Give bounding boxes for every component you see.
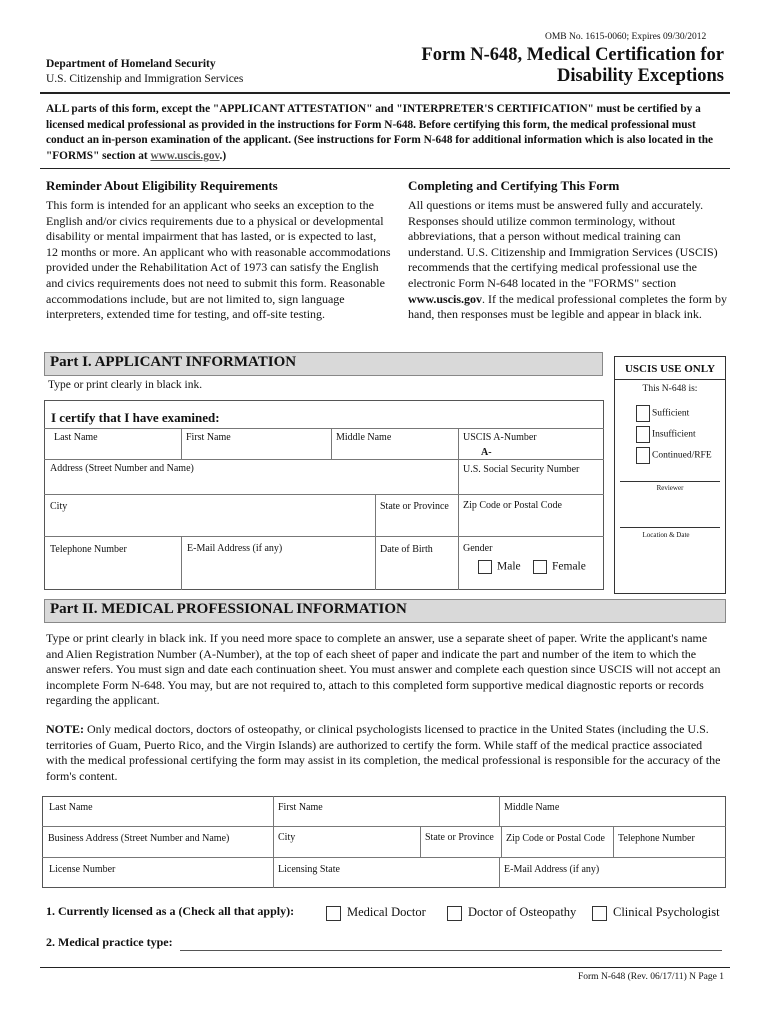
- medical-doctor-label: Medical Doctor: [347, 905, 426, 919]
- doctor-zip-field[interactable]: Zip Code or Postal Code: [506, 833, 605, 844]
- a-number-prefix: A-: [481, 447, 492, 458]
- doctor-phone-field[interactable]: Telephone Number: [618, 833, 695, 844]
- form-title-line2: Disability Exceptions: [556, 66, 724, 86]
- applicant-middle-name-field[interactable]: Middle Name: [336, 432, 392, 443]
- p1-col-line: [181, 536, 182, 590]
- uscis-title-line: [614, 379, 726, 380]
- applicant-last-name-field[interactable]: Last Name: [54, 432, 98, 443]
- p2-col-line: [613, 826, 614, 857]
- p1-col-line: [458, 428, 459, 590]
- completing-text-end: . If the medical professional completes the form by hand, then responses must be legible and appear in black ink.: [408, 291, 727, 322]
- insufficient-option[interactable]: [636, 426, 696, 443]
- p2-col-line: [499, 857, 500, 888]
- q1-label: 1. Currently licensed as a (Check all that apply):: [46, 904, 295, 918]
- certify-heading: I certify that I have examined:: [51, 410, 220, 425]
- applicant-dob-field[interactable]: Date of Birth: [380, 544, 433, 555]
- part2-note: [46, 722, 726, 784]
- applicant-city-field[interactable]: City: [50, 501, 68, 512]
- note-label: NOTE:: [46, 722, 85, 736]
- intro-paragraph: [46, 102, 726, 165]
- opt-doctor-of-osteopathy[interactable]: [447, 905, 576, 921]
- continued-option[interactable]: [636, 447, 712, 464]
- applicant-phone-field[interactable]: Telephone Number: [50, 544, 127, 555]
- uscis-use-subtitle: This N-648 is:: [642, 384, 698, 394]
- location-line: [620, 527, 720, 528]
- psychologist-checkbox[interactable]: [592, 906, 607, 921]
- opt-medical-doctor[interactable]: [326, 905, 426, 921]
- p2-col-line: [501, 826, 502, 857]
- applicant-ssn-field[interactable]: U.S. Social Security Number: [463, 464, 580, 475]
- p1-row-line: [44, 536, 604, 537]
- department-name: Department of Homeland Security: [46, 58, 216, 70]
- uscis-use-title: USCIS USE ONLY: [624, 363, 716, 375]
- doctor-email-field[interactable]: E-Mail Address (if any): [504, 864, 600, 875]
- applicant-first-name-field[interactable]: First Name: [186, 432, 231, 443]
- p2-col-line: [499, 796, 500, 827]
- gender-label: Gender: [463, 543, 493, 554]
- footer-text: Form N-648 (Rev. 06/17/11) N Page 1: [577, 972, 724, 982]
- p1-col-line: [331, 428, 332, 459]
- part1-title: Part I. APPLICANT INFORMATION: [50, 354, 297, 370]
- opt-clinical-psychologist[interactable]: [592, 905, 720, 921]
- completing-body: [408, 198, 728, 323]
- reminder-body: This form is intended for an applicant who seeks an exception to the English and/or civics requirements due to a physical or developmental disability or mental impairment that has lasted, or is expected to last, 12 months or more. An applicant who with reasonable accommodations provided under the Rehabilitation Act of 1973 can satisfy the English and civics requirements does not need to submit this form. Reasonable accommodations include, but are not limited to, sign language interpreters, extended time for testing, and off-site testing.: [46, 198, 391, 322]
- medical-doctor-checkbox[interactable]: [326, 906, 341, 921]
- applicant-address-field[interactable]: Address (Street Number and Name): [50, 463, 194, 474]
- part1-header: [44, 352, 603, 376]
- insufficient-label: Insufficient: [652, 429, 696, 440]
- note-text: Only medical doctors, doctors of osteopathy, or clinical psychologists licensed to practice in the United States (including the U.S. territories of Guam, Puerto Rico, and the Virgin Islands) are authorized to certify the form. While staff of the medical practice associated with the medical professional certifying the form may assist in its completion, the medical professional is responsible for the accuracy of the form's content.: [46, 722, 721, 783]
- location-date-label: Location & Date: [642, 531, 690, 539]
- intro-text-end: .): [219, 150, 227, 163]
- male-checkbox[interactable]: [478, 560, 492, 574]
- gender-female-option[interactable]: [533, 560, 586, 574]
- footer-rule: [40, 967, 730, 968]
- licensing-state-field[interactable]: Licensing State: [278, 864, 340, 875]
- part1-instruction: Type or print clearly in black ink.: [48, 379, 203, 391]
- doctor-middle-name-field[interactable]: Middle Name: [504, 802, 560, 813]
- osteopathy-label: Doctor of Osteopathy: [468, 905, 577, 919]
- p2-row-line: [42, 857, 726, 858]
- applicant-a-number-field[interactable]: USCIS A-Number: [463, 432, 537, 443]
- female-label: Female: [552, 560, 586, 573]
- form-title: [421, 45, 724, 87]
- male-label: Male: [497, 560, 521, 573]
- p1-col-line: [181, 428, 182, 459]
- intro-rule: [40, 168, 730, 169]
- form-title-line1: Form N-648, Medical Certification for: [421, 45, 724, 65]
- insufficient-checkbox[interactable]: [636, 426, 650, 443]
- completing-link[interactable]: www.uscis.gov: [408, 291, 483, 306]
- part2-paragraph: Type or print clearly in black ink. If you need more space to complete an answer, use a separate sheet of paper. Write the applicant's name and Alien Registration Number (A-Number), at the top of each sheet of paper and indicate the part and number of the item to which the answer refers. You must sign and date each continuation sheet. You must answer and complete each question since USCIS will not accept an incomplete Form N-648. You may, but are not required to, attach to this completed form supportive medical diagnostic reports or records regarding the applicant.: [46, 631, 721, 708]
- continued-label: Continued/RFE: [652, 450, 712, 461]
- reviewer-line: [620, 481, 720, 482]
- p1-row-line: [44, 494, 604, 495]
- omb-number: OMB No. 1615-0060; Expires 09/30/2012: [545, 32, 707, 42]
- doctor-first-name-field[interactable]: First Name: [278, 802, 323, 813]
- applicant-email-field[interactable]: E-Mail Address (if any): [187, 543, 283, 554]
- psychologist-label: Clinical Psychologist: [613, 905, 720, 919]
- license-number-field[interactable]: License Number: [49, 864, 116, 875]
- continued-checkbox[interactable]: [636, 447, 650, 464]
- p2-row-line: [42, 826, 726, 827]
- doctor-state-field[interactable]: State or Province: [425, 832, 494, 843]
- sufficient-option[interactable]: [636, 405, 689, 422]
- intro-text: ALL parts of this form, except the "APPLICANT ATTESTATION" and "INTERPRETER'S CERTIFICATION" must be certified by a licensed medical professional as provided in the instructions for Form N-648. Before certifying this form, the medical professional must conduct an in-person examination of the applicant. (See instructions for Form N-648 for additional information which is also located in the "FORMS" section at: [46, 103, 714, 163]
- p2-col-line: [420, 826, 421, 857]
- sufficient-label: Sufficient: [652, 408, 690, 419]
- doctor-city-field[interactable]: City: [278, 832, 296, 843]
- practice-type-input[interactable]: [180, 950, 722, 951]
- header-rule: [40, 92, 730, 94]
- business-address-field[interactable]: Business Address (Street Number and Name): [48, 833, 230, 844]
- agency-name: U.S. Citizenship and Immigration Services: [46, 73, 244, 85]
- gender-male-option[interactable]: [478, 560, 521, 574]
- p1-col-line: [375, 494, 376, 590]
- p1-row-line: [44, 428, 604, 429]
- p1-row-line: [44, 459, 604, 460]
- doctor-last-name-field[interactable]: Last Name: [49, 802, 93, 813]
- q2-label: 2. Medical practice type:: [46, 935, 173, 949]
- uscis-link[interactable]: www.uscis.gov: [150, 150, 220, 163]
- female-checkbox[interactable]: [533, 560, 547, 574]
- sufficient-checkbox[interactable]: [636, 405, 650, 422]
- reminder-heading: Reminder About Eligibility Requirements: [46, 178, 278, 193]
- part2-title: Part II. MEDICAL PROFESSIONAL INFORMATION: [50, 601, 407, 617]
- part2-header: [44, 599, 726, 623]
- osteopathy-checkbox[interactable]: [447, 906, 462, 921]
- applicant-state-field[interactable]: State or Province: [380, 501, 449, 512]
- completing-heading: Completing and Certifying This Form: [408, 178, 620, 193]
- completing-text: All questions or items must be answered fully and accurately. Responses should utilize common terminology, without abbreviations, that a person without medical training can understand. U.S. Citizenship and Immigration Services (USCIS) recommends that the certifying medical professional use the electronic Form N-648 located in the "FORMS" section: [408, 198, 718, 290]
- applicant-zip-field[interactable]: Zip Code or Postal Code: [463, 500, 562, 511]
- reviewer-label: Reviewer: [656, 484, 684, 492]
- p2-col-line: [273, 796, 274, 888]
